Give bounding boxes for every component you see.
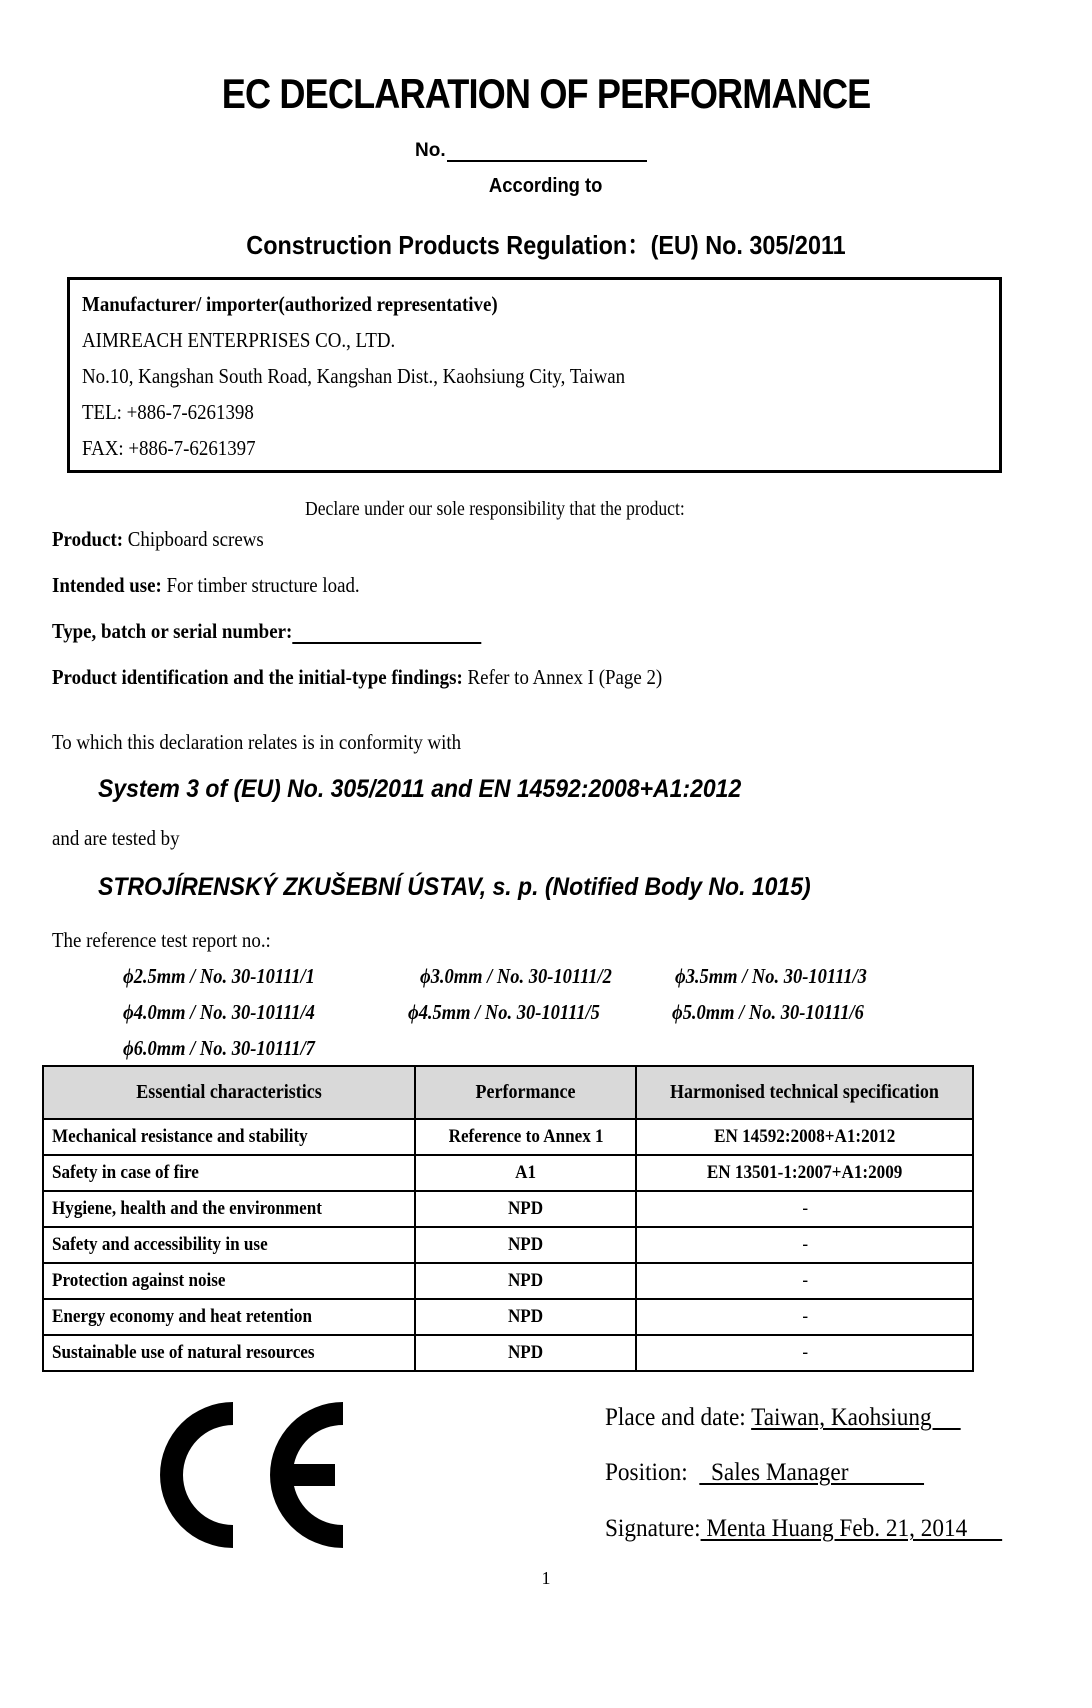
position-line (605, 1459, 948, 1487)
place-and-date-label: Place and date: (605, 1404, 752, 1431)
document-number-label: No. (415, 140, 446, 161)
manufacturer-heading: Manufacturer/ importer(authorized representative) (82, 292, 498, 316)
column-header-characteristics: Essential characteristics (43, 1066, 415, 1119)
table-row (43, 1119, 973, 1155)
report-item: ϕ4.5mm / No. 30-10111/5 (408, 1000, 600, 1024)
page-number: 1 (541, 1568, 551, 1588)
regulation-reference: Construction Products Regulation：(EU) No. 305/2011 (246, 230, 846, 260)
column-header-specification: Harmonised technical specification (636, 1066, 973, 1119)
specification-cell: - (636, 1227, 973, 1263)
table-row (43, 1263, 973, 1299)
notified-body: STROJÍRENSKÝ ZKUŠEBNÍ ÚSTAV, s. p. (Notified Body No. 1015) (98, 873, 811, 901)
characteristic-cell: Sustainable use of natural resources (43, 1335, 415, 1371)
ce-mark-icon (160, 1400, 360, 1550)
report-item: ϕ6.0mm / No. 30-10111/7 (123, 1036, 315, 1060)
according-to: According to (489, 175, 603, 197)
manufacturer-address: No.10, Kangshan South Road, Kangshan Dist., Kaohsiung City, Taiwan (82, 364, 626, 388)
tested-by-intro: and are tested by (52, 826, 180, 850)
signature-value: Menta Huang Feb. 21, 2014 (700, 1515, 1003, 1542)
signature-line (605, 1515, 1032, 1543)
characteristic-cell: Hygiene, health and the environment (43, 1191, 415, 1227)
document-number-blank[interactable] (447, 142, 647, 162)
characteristic-cell: Safety in case of fire (43, 1155, 415, 1191)
serial-number-label: Type, batch or serial number: (52, 619, 293, 643)
manufacturer-box (67, 277, 1002, 473)
report-item: ϕ3.0mm / No. 30-10111/2 (420, 964, 612, 988)
specification-cell: EN 14592:2008+A1:2012 (636, 1119, 973, 1155)
table-row (43, 1299, 973, 1335)
conformity-standard: System 3 of (EU) No. 305/2011 and EN 14592:2008+A1:2012 (98, 775, 742, 803)
performance-cell: NPD (415, 1335, 636, 1371)
table-row (43, 1155, 973, 1191)
performance-cell: NPD (415, 1299, 636, 1335)
performance-cell: Reference to Annex 1 (415, 1119, 636, 1155)
table-row (43, 1227, 973, 1263)
product-label: Product: (52, 527, 124, 551)
product-line (52, 527, 287, 552)
characteristic-cell: Mechanical resistance and stability (43, 1119, 415, 1155)
table-header-row (43, 1066, 973, 1119)
manufacturer-company: AIMREACH ENTERPRISES CO., LTD. (82, 328, 396, 352)
position-value: Sales Manager (699, 1459, 925, 1486)
performance-cell: NPD (415, 1263, 636, 1299)
characteristic-cell: Safety and accessibility in use (43, 1227, 415, 1263)
column-header-performance: Performance (415, 1066, 636, 1119)
table-row (43, 1335, 973, 1371)
identification-label: Product identification and the initial-type findings: (52, 665, 463, 689)
specification-cell: - (636, 1191, 973, 1227)
document-title: EC DECLARATION OF PERFORMANCE (221, 70, 871, 117)
table-row (43, 1191, 973, 1227)
serial-number-blank[interactable] (292, 622, 481, 644)
manufacturer-fax: FAX: +886-7-6261397 (82, 436, 256, 460)
identification-line (52, 665, 730, 690)
ce-mark-c (160, 1402, 233, 1548)
place-and-date-line (605, 1404, 987, 1432)
manufacturer-tel: TEL: +886-7-6261398 (82, 400, 254, 424)
performance-cell: A1 (415, 1155, 636, 1191)
intended-use-value: For timber structure load. (161, 573, 360, 597)
document-number (415, 140, 647, 162)
serial-number-line (52, 619, 529, 644)
reports-intro: The reference test report no.: (52, 928, 271, 952)
signature-label: Signature: (605, 1515, 701, 1542)
place-and-date-value: Taiwan, Kaohsiung (751, 1404, 961, 1431)
conformity-intro: To which this declaration relates is in conformity with (52, 730, 462, 754)
performance-cell: NPD (415, 1227, 636, 1263)
characteristic-cell: Energy economy and heat retention (43, 1299, 415, 1335)
declaration-intro: Declare under our sole responsibility that the product: (305, 498, 685, 520)
specification-cell: EN 13501-1:2007+A1:2009 (636, 1155, 973, 1191)
specification-cell: - (636, 1335, 973, 1371)
report-item: ϕ3.5mm / No. 30-10111/3 (675, 964, 867, 988)
specification-cell: - (636, 1263, 973, 1299)
performance-table (42, 1065, 974, 1372)
performance-cell: NPD (415, 1191, 636, 1227)
specification-cell: - (636, 1299, 973, 1335)
intended-use-line (52, 573, 394, 598)
report-item: ϕ2.5mm / No. 30-10111/1 (123, 964, 315, 988)
intended-use-label: Intended use: (52, 573, 162, 597)
ce-mark-e (270, 1402, 343, 1548)
report-item: ϕ4.0mm / No. 30-10111/4 (123, 1000, 315, 1024)
characteristic-cell: Protection against noise (43, 1263, 415, 1299)
report-item: ϕ5.0mm / No. 30-10111/6 (672, 1000, 864, 1024)
identification-value: Refer to Annex I (Page 2) (462, 665, 663, 689)
position-label: Position: (605, 1459, 700, 1486)
product-value: Chipboard screws (123, 527, 264, 551)
